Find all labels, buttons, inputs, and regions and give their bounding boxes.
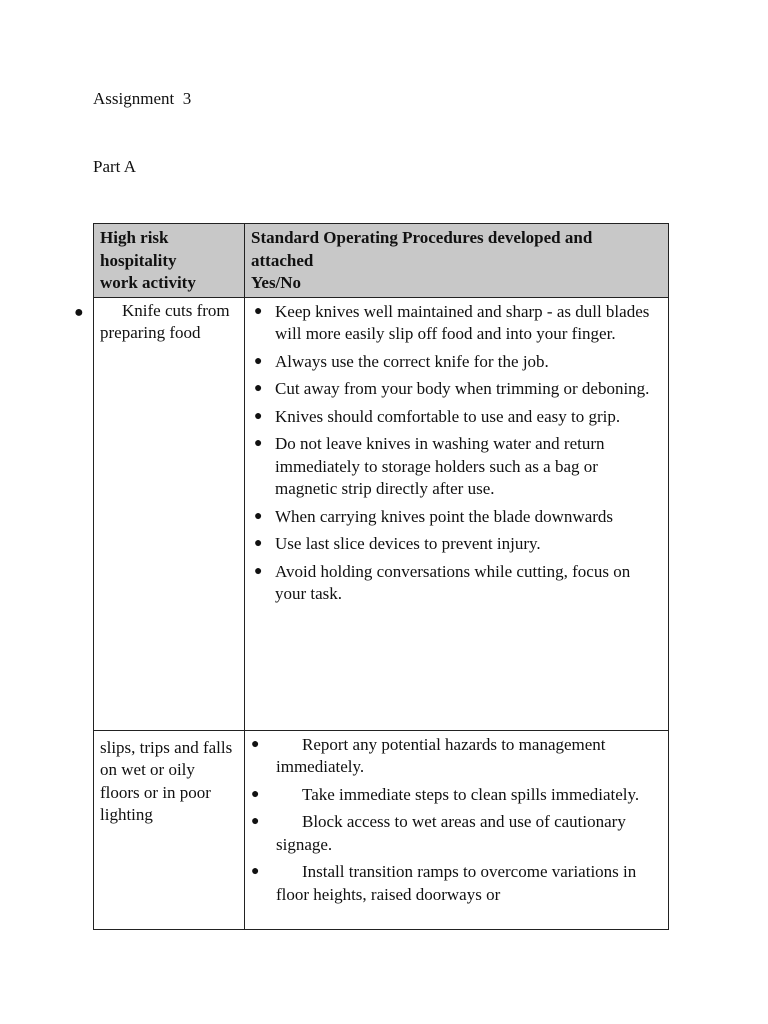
activity-cell: [94, 730, 245, 929]
procedure-text: Install transition ramps to overcome variations in floor heights, raised doorways or: [276, 862, 637, 904]
procedure-text: Knives should comfortable to use and easy to grip.: [275, 406, 621, 426]
table-row: [94, 297, 669, 730]
bullet-icon: ●: [251, 864, 260, 879]
header-activity: [94, 224, 245, 298]
procedures-list: [245, 301, 668, 606]
bullet-icon: ●: [254, 381, 263, 396]
document-title: Assignment 3: [93, 89, 192, 108]
bullet-icon: ●: [254, 563, 263, 579]
bullet-icon: ●: [251, 736, 260, 752]
bullet-icon: ●: [74, 303, 84, 321]
list-item: [251, 406, 660, 429]
header-procedures-line: Standard Operating Procedures developed and: [251, 228, 593, 247]
procedure-text: Take immediate steps to clean spills immediately.: [302, 784, 640, 804]
procedures-cell: [245, 297, 669, 730]
header-activity-line: hospitality: [100, 250, 177, 270]
header-procedures-line: Yes/No: [251, 273, 302, 292]
procedure-text: Use last slice devices to prevent injury.: [275, 534, 541, 553]
procedure-text: Do not leave knives in washing water and return immediately to storage holders such as a bag or magnetic strip directly after use.: [275, 434, 605, 498]
bullet-icon: ●: [254, 536, 263, 551]
procedures-cell: [245, 730, 669, 929]
bullet-icon: ●: [254, 508, 263, 524]
table-row: [94, 730, 669, 929]
list-item: [251, 433, 660, 501]
header-procedures: [245, 224, 669, 298]
bullet-icon: ●: [254, 303, 263, 319]
list-item: [251, 506, 660, 529]
header-activity-line: work activity: [100, 273, 196, 292]
bullet-icon: ●: [254, 436, 263, 451]
sop-table: [74, 223, 669, 930]
procedure-text: Cut away from your body when trimming or deboning.: [275, 379, 650, 398]
activity-text: slips, trips and falls on wet or oily floors or in poor lighting: [100, 737, 233, 824]
list-item: [251, 861, 660, 906]
list-item: [251, 784, 660, 807]
activity-cell: [74, 297, 245, 730]
procedure-text: When carrying knives point the blade downwards: [275, 506, 614, 526]
part-label: Part A: [93, 157, 136, 176]
procedure-text: Always use the correct knife for the job.: [275, 351, 549, 371]
table-header-row: [94, 224, 669, 298]
procedure-text: Block access to wet areas and use of cautionary signage.: [276, 812, 626, 854]
bullet-icon: ●: [251, 814, 260, 829]
list-item: [251, 351, 660, 374]
list-item: [251, 734, 660, 779]
list-item: [251, 301, 660, 346]
bullet-icon: ●: [254, 408, 263, 424]
list-item: [251, 378, 660, 401]
procedure-text: Report any potential hazards to management immediately.: [276, 734, 606, 776]
header-activity-line: High risk: [100, 228, 169, 247]
list-item: [251, 561, 660, 606]
list-item: [251, 811, 660, 856]
procedures-list: [245, 734, 668, 907]
bullet-icon: ●: [254, 353, 263, 369]
procedure-text: Avoid holding conversations while cutting, focus on your task.: [275, 561, 631, 603]
procedure-text: Keep knives well maintained and sharp - as dull blades will more easily slip off food and into your finger.: [275, 301, 650, 343]
header-procedures-line: attached: [251, 250, 314, 270]
list-item: [251, 533, 660, 556]
bullet-icon: ●: [251, 786, 260, 802]
activity-text: Knife cuts from preparing food: [100, 300, 230, 342]
